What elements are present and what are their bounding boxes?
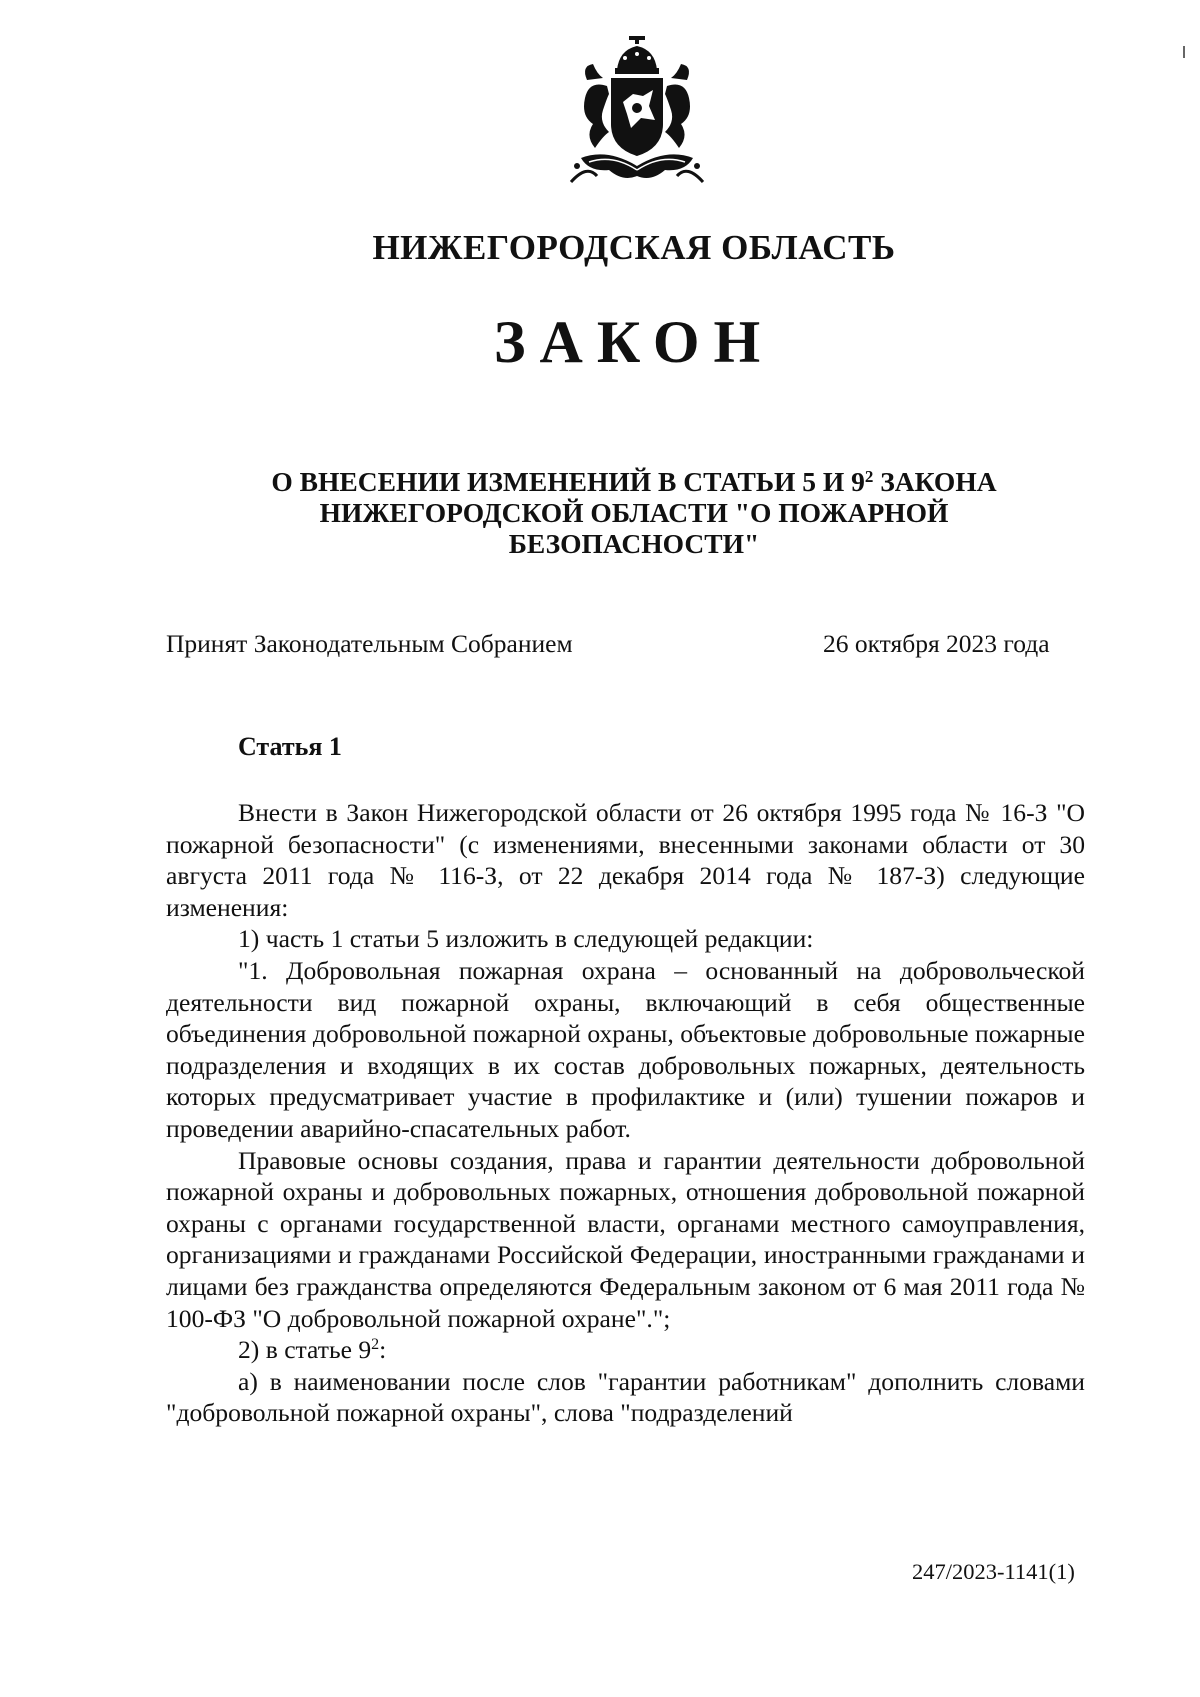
- law-title-line1: О ВНЕСЕНИИ ИЗМЕНЕНИЙ В СТАТЬИ 5 И $9^2$ ЗАКОНА: [271, 466, 997, 497]
- article-superscript: 2: [864, 467, 874, 486]
- paragraph: 2) в статье $9^2$:: [238, 1335, 387, 1365]
- paragraph: 1) часть 1 статьи 5 изложить в следующей редакции:: [238, 924, 814, 954]
- article-superscript: 2: [371, 1336, 380, 1354]
- paragraph: "1. Добровольная пожарная охрана – основанный на добровольческой деятельности вид пожарной охраны, включающий в себя общественные объединения добровольной пожарной охраны, объектовые добровольные пожарные подразделения и входящих в их состав добровольных пожарных, деятельность которых предусматривает участие в профилактике и (или) тушении пожаров и проведении аварийно-спасательных работ.: [166, 955, 1085, 1143]
- scan-edge-mark: [1183, 46, 1185, 58]
- region-name: НИЖЕГОРОДСКАЯ ОБЛАСТЬ: [372, 228, 896, 267]
- law-title-line3: БЕЗОПАСНОСТИ": [508, 528, 760, 559]
- adopted-by: Принят Законодательным Собранием: [166, 629, 573, 658]
- document-type: ЗАКОН: [493, 309, 775, 375]
- article-heading: Статья 1: [238, 732, 342, 761]
- law-title-line2: НИЖЕГОРОДСКОЙ ОБЛАСТИ "О ПОЖАРНОЙ: [319, 497, 949, 528]
- coat-of-arms-icon: [567, 36, 707, 184]
- article-body: [166, 797, 1085, 1429]
- paragraph: а) в наименовании после слов "гарантии работникам" дополнить словами "добровольной пожарной охраны", слова "подразделений: [166, 1366, 1085, 1428]
- paragraph: Правовые основы создания, права и гарантии деятельности добровольной пожарной охраны и добровольных пожарных, отношения добровольной пожарной охраны с органами государственной власти, органами местного самоуправления, организациями и гражданами Российской Федерации, иностранными гражданами и лицами без гражданства определяются Федеральным законом от 6 мая 2011 года № 100-ФЗ "О добровольной пожарной охране".";: [166, 1145, 1085, 1333]
- law-title: [200, 466, 1068, 559]
- adoption-date: 26 октября 2023 года: [823, 629, 1050, 658]
- document-number: 247/2023-1141(1): [912, 1559, 1075, 1584]
- paragraph: Внести в Закон Нижегородской области от 26 октября 1995 года № 16-З "О пожарной безопасности" (с изменениями, внесенными законами области от 30 августа 2011 года № 116-З, от 22 декабря 2014 года № 187-З) следующие изменения:: [166, 798, 1085, 922]
